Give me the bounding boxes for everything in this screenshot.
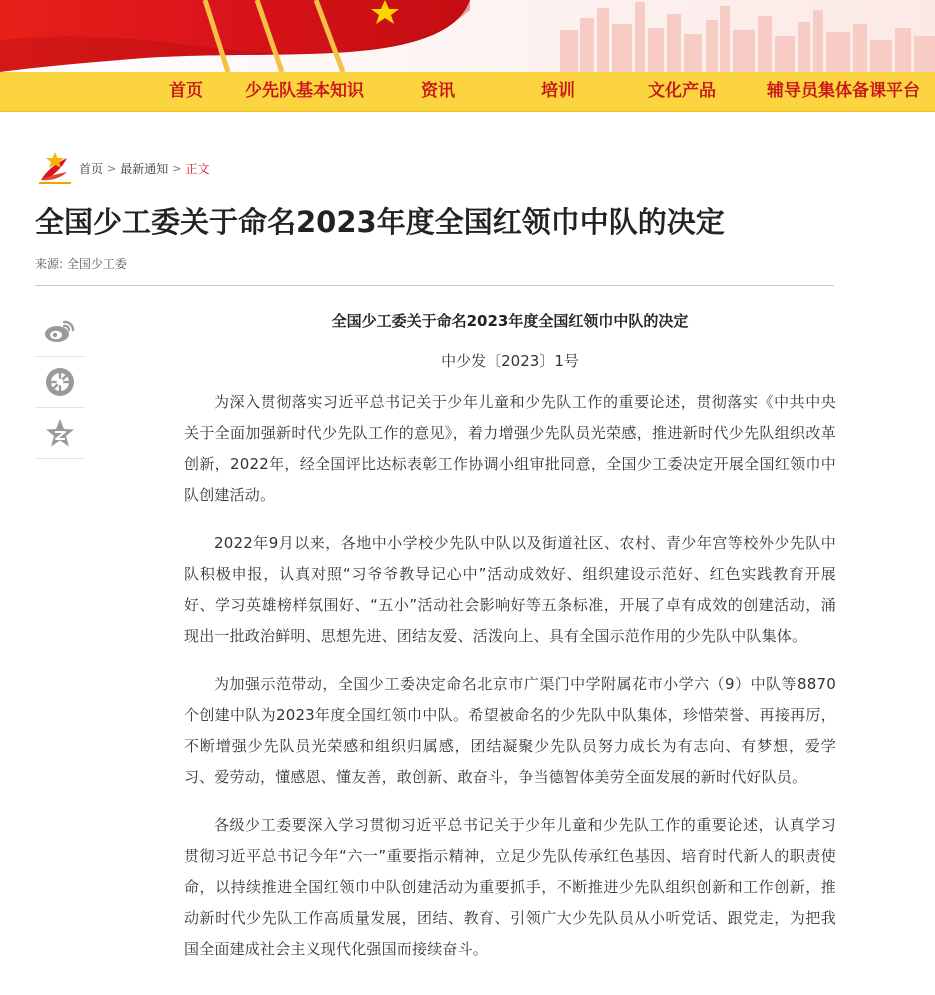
title-divider [35, 285, 834, 286]
page-title: 全国少工委关于命名2023年度全国红领巾中队的决定 [35, 205, 725, 239]
nav-item-culture-products[interactable]: 文化产品 [648, 81, 716, 101]
nav-item-home[interactable]: 首页 [169, 81, 203, 101]
breadcrumb-separator: > [172, 162, 182, 175]
article-heading: 全国少工委关于命名2023年度全国红领巾中队的决定 [331, 312, 689, 330]
breadcrumb-home[interactable]: 首页 [79, 162, 104, 176]
article-paragraph: 为深入贯彻落实习近平总书记关于少年儿童和少先队工作的重要论述，贯彻落实《中共中央关于全面加强新时代少先队工作的意见》，着力增强少先队员光荣感，推进新时代少先队组织改革创新，2022年，经全国评比达标表彰工作协调小组审批同意，全国少工委决定开展全国红领巾中队创建活动。 [184, 393, 836, 504]
nav-item-counselor-platform[interactable]: 辅导员集体备课平台 [767, 81, 920, 101]
header-banner [0, 0, 935, 72]
breadcrumb-current: 正文 [185, 162, 210, 176]
document-number: 中少发〔2023〕1号 [441, 352, 579, 370]
nav-item-training[interactable]: 培训 [541, 81, 575, 101]
share-moments-button[interactable] [35, 357, 85, 408]
article-paragraph: 2022年9月以来，各地中小学校少先队中队以及街道社区、农村、青少年宫等校外少先队中队积极申报，认真对照“习爷爷教导记心中”活动成效好、组织建设示范好、红色实践教育开展好、学习英雄榜样氛围好、“五小”活动社会影响好等五条标准，开展了卓有成效的创建活动，涌现出一批政治鲜明、思想先进、团结友爱、活泼向上、具有全国示范作用的少先队中队集体。 [184, 534, 836, 645]
article-body [184, 305, 836, 982]
article-source: 来源: 全国少工委 [35, 257, 127, 271]
breadcrumb-separator: > [107, 162, 117, 175]
main-nav [0, 72, 935, 112]
share-weibo-button[interactable] [35, 306, 85, 357]
qzone-icon [45, 418, 75, 448]
article-paragraph: 各级少工委要深入学习贯彻习近平总书记关于少年儿童和少先队工作的重要论述，认真学习贯彻习近平总书记今年“六一”重要指示精神，立足少先队传承红色基因、培育时代新人的职责使命，以持续推进全国红领巾中队创建活动为重要抓手，不断推进少先队组织创新和工作创新，推动新时代少先队工作高质量发展，团结、教育、引领广大少先队员从小听党话、跟党走，为把我国全面建成社会主义现代化强国而接续奋斗。 [184, 816, 836, 958]
share-qzone-button[interactable] [35, 408, 85, 459]
weibo-icon [44, 318, 76, 344]
article-paragraph: 为加强示范带动，全国少工委决定命名北京市广渠门中学附属花市小学六（9）中队等8870个创建中队为2023年度全国红领巾中队。希望被命名的少先队中队集体，珍惜荣誉、再接再厉，不断增强少先队员光荣感和组织归属感，团结凝聚少先队员努力成长为有志向、有梦想，爱学习、爱劳动，懂感恩、懂友善，敢创新、敢奋斗，争当德智体美劳全面发展的新时代好队员。 [184, 675, 836, 786]
nav-item-news[interactable]: 资讯 [421, 81, 455, 101]
moments-icon [45, 367, 75, 397]
share-toolbar [35, 306, 85, 459]
breadcrumb-section[interactable]: 最新通知 [120, 162, 169, 176]
breadcrumb [37, 150, 833, 184]
flag-banner-graphic [0, 0, 935, 72]
nav-item-basic-knowledge[interactable]: 少先队基本知识 [245, 81, 364, 101]
young-pioneers-logo-icon [37, 150, 73, 184]
